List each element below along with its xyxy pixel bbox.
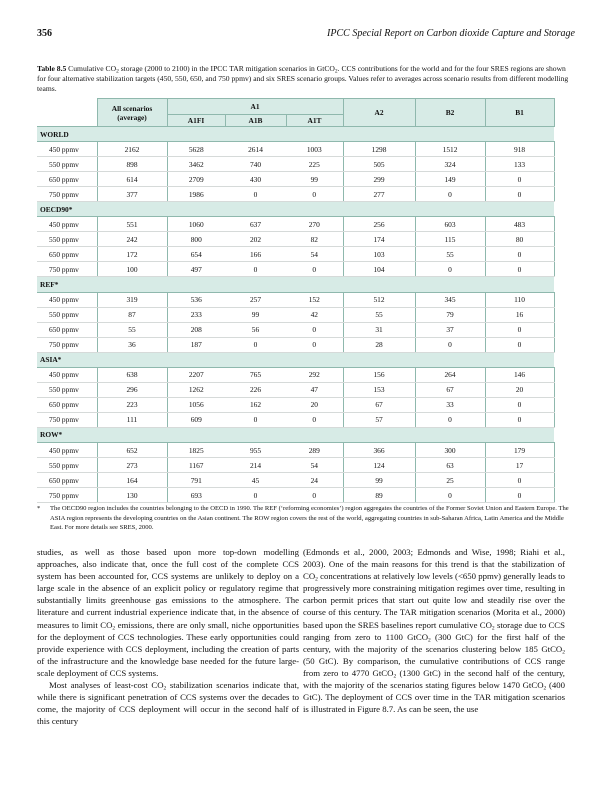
table-cell: 31 (343, 322, 415, 337)
left-paragraph-1: studies, as well as those based upon more top-down modelling approaches, also indicate that, once the full cost of the complete CCS system has been accounted for, CCS systems are unlikely to deploy on a large scale in the absence of an explicit policy or regulatory regime that substantially limits greenhouse gas emissions to the atmosphere. The literature and current industrial experience indicate that, in the absence of measures to limit $CO_2$ emissions, there are only small, niche opportunities for the deployment of CCS technologies. These early opportunities could provide experience with CCS deployment, including the creation of parts of the infrastructure and the knowledge base needed for the future large-scale deployment of CCS systems. (37, 547, 299, 678)
table-cell: 99 (225, 307, 286, 322)
table-cell: 0 (485, 172, 554, 187)
table-row (37, 488, 554, 503)
row-label: 450 ppmv (37, 142, 97, 157)
left-column (37, 546, 299, 727)
table-row (37, 172, 554, 187)
table-row (37, 382, 554, 397)
table-row (37, 142, 554, 157)
table-cell: 233 (167, 307, 225, 322)
table-cell: 115 (415, 232, 485, 247)
table-cell: 55 (97, 322, 167, 337)
table-cell: 82 (286, 232, 343, 247)
table-cell: 296 (97, 382, 167, 397)
table-cell: 377 (97, 187, 167, 202)
table-cell: 146 (485, 367, 554, 382)
running-title: IPCC Special Report on Carbon dioxide Capture and Storage (327, 28, 575, 39)
table-cell: 1003 (286, 142, 343, 157)
table-cell: 17 (485, 458, 554, 473)
table-cell: 483 (485, 217, 554, 232)
table-cell: 164 (97, 473, 167, 488)
table-cell: 0 (286, 488, 343, 503)
table-row (37, 322, 554, 337)
table-cell: 505 (343, 157, 415, 172)
table-cell: 0 (225, 412, 286, 427)
table-row (37, 367, 554, 382)
table-cell: 551 (97, 217, 167, 232)
table-cell: 57 (343, 412, 415, 427)
row-label: 550 ppmv (37, 232, 97, 247)
table-cell: 55 (343, 307, 415, 322)
table-cell: 2162 (97, 142, 167, 157)
row-label: 650 ppmv (37, 247, 97, 262)
row-label: 450 ppmv (37, 442, 97, 457)
table-cell: 54 (286, 247, 343, 262)
table-cell: 277 (343, 187, 415, 202)
table-cell: 110 (485, 292, 554, 307)
table-cell: 614 (97, 172, 167, 187)
table-cell: 1167 (167, 458, 225, 473)
table-cell: 130 (97, 488, 167, 503)
table-cell: 654 (167, 247, 225, 262)
table-body (37, 127, 554, 503)
page-header (37, 28, 575, 42)
table-cell: 0 (286, 322, 343, 337)
table-row (37, 412, 554, 427)
table-cell: 0 (415, 187, 485, 202)
table-row (37, 292, 554, 307)
table-label: Table 8.5 (37, 64, 67, 73)
row-label: 650 ppmv (37, 172, 97, 187)
table-cell: 0 (225, 337, 286, 352)
table-cell: 172 (97, 247, 167, 262)
table-cell: 47 (286, 382, 343, 397)
table-cell: 149 (415, 172, 485, 187)
table-cell: 20 (286, 397, 343, 412)
table-cell: 36 (97, 337, 167, 352)
table-row (37, 262, 554, 277)
table-cell: 63 (415, 458, 485, 473)
region-header-row (37, 352, 554, 367)
table-cell: 1262 (167, 382, 225, 397)
header-b1: B1 (485, 99, 554, 127)
row-label: 550 ppmv (37, 382, 97, 397)
region-name: WORLD (37, 127, 554, 142)
table-cell: 603 (415, 217, 485, 232)
region-header-row (37, 127, 554, 142)
table-cell: 292 (286, 367, 343, 382)
table-cell: 0 (415, 262, 485, 277)
right-column (303, 546, 565, 715)
table-cell: 257 (225, 292, 286, 307)
table-cell: 319 (97, 292, 167, 307)
table-cell: 153 (343, 382, 415, 397)
table-cell: 0 (485, 247, 554, 262)
region-name: REF* (37, 277, 554, 292)
table-cell: 791 (167, 473, 225, 488)
table-cell: 273 (97, 458, 167, 473)
table-cell: 56 (225, 322, 286, 337)
table-cell: 20 (485, 382, 554, 397)
table-cell: 0 (415, 488, 485, 503)
table-cell: 512 (343, 292, 415, 307)
table-cell: 1512 (415, 142, 485, 157)
table-cell: 202 (225, 232, 286, 247)
footnote-marker: * (37, 505, 41, 512)
table-cell: 638 (97, 367, 167, 382)
table-cell: 300 (415, 442, 485, 457)
table-cell: 28 (343, 337, 415, 352)
table-cell: 1056 (167, 397, 225, 412)
table-cell: 42 (286, 307, 343, 322)
region-header-row (37, 277, 554, 292)
row-label: 450 ppmv (37, 292, 97, 307)
table-row (37, 397, 554, 412)
footnote-text: The OECD90 region includes the countries belonging to the OECD in 1990. The REF (‘reforming economies’) region aggregates the countries of the Former Soviet Union and Eastern Europe. The ASIA region represents the developing countries on the Asian continent. The ROW region covers the rest of the world, aggregating countries in sub-Saharan Africa, Latin America and the Middle East. For more details see SRES, 2000. (50, 505, 569, 532)
table-cell: 289 (286, 442, 343, 457)
table-cell: 45 (225, 473, 286, 488)
region-name: ASIA* (37, 352, 554, 367)
table-cell: 2207 (167, 367, 225, 382)
table-cell: 430 (225, 172, 286, 187)
caption-text: Cumulative $CO_2$ storage (2000 to 2100) in the IPCC TAR mitigation scenarios in GtCO$_2$. CCS contributions for the world and for the four SRES regions are shown for four alternative stabilization targets (450, 550, 650, and 750 ppmv) and six SRES scenario groups. Values refer to averages across scenario results from different modelling teams. (37, 64, 569, 93)
table-cell: 79 (415, 307, 485, 322)
header-a1t: A1T (286, 115, 343, 127)
table-cell: 1060 (167, 217, 225, 232)
table-cell: 152 (286, 292, 343, 307)
table-row (37, 187, 554, 202)
table-cell: 226 (225, 382, 286, 397)
table-cell: 133 (485, 157, 554, 172)
table-cell: 103 (343, 247, 415, 262)
table-cell: 637 (225, 217, 286, 232)
row-label: 750 ppmv (37, 412, 97, 427)
table-cell: 242 (97, 232, 167, 247)
table-cell: 765 (225, 367, 286, 382)
table-cell: 208 (167, 322, 225, 337)
table-row (37, 217, 554, 232)
table-cell: 1825 (167, 442, 225, 457)
table-cell: 1986 (167, 187, 225, 202)
table-cell: 0 (485, 397, 554, 412)
table-cell: 3462 (167, 157, 225, 172)
table-row (37, 232, 554, 247)
table-cell: 536 (167, 292, 225, 307)
storage-table (37, 98, 555, 503)
table-cell: 33 (415, 397, 485, 412)
table-cell: 54 (286, 458, 343, 473)
header-a2: A2 (343, 99, 415, 127)
table-cell: 652 (97, 442, 167, 457)
row-label: 550 ppmv (37, 157, 97, 172)
table-cell: 0 (485, 337, 554, 352)
table-cell: 124 (343, 458, 415, 473)
table-cell: 104 (343, 262, 415, 277)
table-cell: 324 (415, 157, 485, 172)
table-cell: 67 (415, 382, 485, 397)
table-cell: 174 (343, 232, 415, 247)
table-cell: 100 (97, 262, 167, 277)
region-name: ROW* (37, 427, 554, 442)
table-cell: 0 (485, 187, 554, 202)
row-label: 450 ppmv (37, 217, 97, 232)
row-label: 750 ppmv (37, 187, 97, 202)
table-cell: 187 (167, 337, 225, 352)
region-name: OECD90* (37, 202, 554, 217)
table-cell: 162 (225, 397, 286, 412)
table-cell: 2614 (225, 142, 286, 157)
table-cell: 0 (286, 262, 343, 277)
page-number: 356 (37, 28, 52, 39)
table-cell: 898 (97, 157, 167, 172)
row-label: 650 ppmv (37, 397, 97, 412)
table-cell: 111 (97, 412, 167, 427)
table-row (37, 157, 554, 172)
right-paragraph-1: (Edmonds et al., 2000, 2003; Edmonds and Wise, 1998; Riahi et al., 2003). One of the main reasons for this trend is that the stabilization of $CO_2$ concentrations at relatively low levels (<650 ppmv) generally leads to progressively more constraining mitigation regimes over time, resulting in carbon permit prices that start out quite low and steadily rise over the course of this century. The TAR mitigation scenarios (Morita et al., 2000) based upon the SRES baselines report cumulative $CO_2$ storage due to CCS ranging from zero to 1100 GtCO$_2$ (300 GtC) for the first half of the century, with the majority of the scenarios clustering below 185 GtCO$_2$ (50 GtC). By comparison, the cumulative contributions of CCS range from zero to 4770 GtCO$_2$ (1300 GtC) in the second half of the century, with the majority of the scenarios stating figures below 1470 GtCO$_2$ (400 GtC). The deployment of CCS over time in the TAR mitigation scenarios is illustrated in Figure 8.7. As can be seen, the use (303, 547, 565, 715)
table-cell: 214 (225, 458, 286, 473)
header-a1: A1 (167, 99, 343, 115)
header-a1b: A1B (225, 115, 286, 127)
table-cell: 609 (167, 412, 225, 427)
table-cell: 0 (225, 262, 286, 277)
table-row (37, 337, 554, 352)
header-all-scenarios: All scenarios (average) (97, 99, 167, 127)
header-blank (37, 99, 97, 127)
table-cell: 0 (286, 187, 343, 202)
table-cell: 0 (225, 488, 286, 503)
row-label: 550 ppmv (37, 307, 97, 322)
table-cell: 223 (97, 397, 167, 412)
table-cell: 99 (343, 473, 415, 488)
table-caption (37, 64, 575, 94)
table-cell: 955 (225, 442, 286, 457)
table-cell: 0 (415, 412, 485, 427)
header-b2: B2 (415, 99, 485, 127)
table-cell: 89 (343, 488, 415, 503)
table-cell: 99 (286, 172, 343, 187)
table-cell: 24 (286, 473, 343, 488)
region-header-row (37, 202, 554, 217)
table-cell: 2709 (167, 172, 225, 187)
table-cell: 693 (167, 488, 225, 503)
table-cell: 25 (415, 473, 485, 488)
table-cell: 5628 (167, 142, 225, 157)
table-cell: 166 (225, 247, 286, 262)
table-cell: 67 (343, 397, 415, 412)
left-paragraph-2: Most analyses of least-cost $CO_2$ stabilization scenarios indicate that, while there is significant penetration of CCS systems over the decades to come, the majority of CCS deployment will occur in the second half of this century (37, 680, 300, 727)
region-header-row (37, 427, 554, 442)
table-cell: 256 (343, 217, 415, 232)
table-footnote (37, 504, 575, 533)
row-label: 750 ppmv (37, 262, 97, 277)
table-cell: 0 (485, 412, 554, 427)
table-cell: 497 (167, 262, 225, 277)
table-cell: 87 (97, 307, 167, 322)
table-cell: 740 (225, 157, 286, 172)
table-row (37, 247, 554, 262)
row-label: 550 ppmv (37, 458, 97, 473)
table-row (37, 458, 554, 473)
table-cell: 366 (343, 442, 415, 457)
table-cell: 37 (415, 322, 485, 337)
table-row (37, 473, 554, 488)
table-cell: 0 (485, 473, 554, 488)
table-cell: 0 (286, 412, 343, 427)
table-cell: 345 (415, 292, 485, 307)
table-cell: 0 (485, 262, 554, 277)
table-cell: 299 (343, 172, 415, 187)
row-label: 650 ppmv (37, 322, 97, 337)
table-cell: 0 (415, 337, 485, 352)
table-cell: 225 (286, 157, 343, 172)
table-cell: 1298 (343, 142, 415, 157)
table-cell: 156 (343, 367, 415, 382)
table-cell: 0 (485, 322, 554, 337)
row-label: 750 ppmv (37, 488, 97, 503)
table-cell: 0 (485, 488, 554, 503)
table-cell: 0 (225, 187, 286, 202)
table-cell: 0 (286, 337, 343, 352)
table-cell: 270 (286, 217, 343, 232)
table-cell: 80 (485, 232, 554, 247)
table-cell: 264 (415, 367, 485, 382)
table-cell: 800 (167, 232, 225, 247)
table-cell: 918 (485, 142, 554, 157)
row-label: 450 ppmv (37, 367, 97, 382)
header-a1fi: A1FI (167, 115, 225, 127)
table-cell: 16 (485, 307, 554, 322)
table-row (37, 442, 554, 457)
table-cell: 55 (415, 247, 485, 262)
row-label: 650 ppmv (37, 473, 97, 488)
table-cell: 179 (485, 442, 554, 457)
row-label: 750 ppmv (37, 337, 97, 352)
table-row (37, 307, 554, 322)
